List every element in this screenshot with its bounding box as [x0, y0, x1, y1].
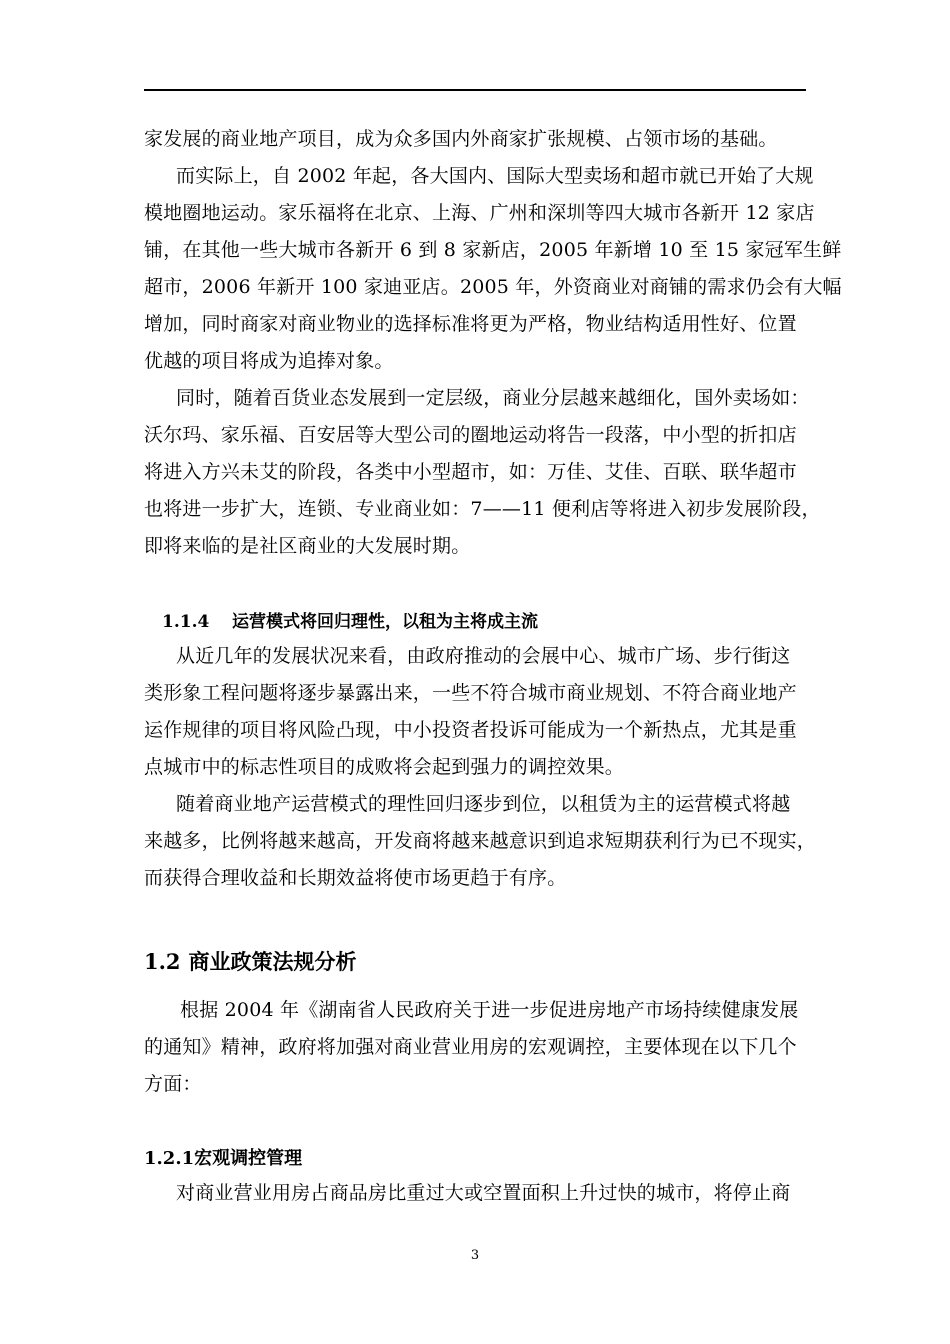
text-line: 将进入方兴未艾的阶段，各类中小型超市，如：万佳、艾佳、百联、联华超市 — [144, 461, 797, 483]
text-line: 优越的项目将成为追捧对象。 — [144, 350, 394, 372]
section-heading-1-1-4 — [162, 607, 538, 632]
text-line: 从近几年的发展状况来看，由政府推动的会展中心、城市广场、步行街这 — [176, 645, 791, 667]
section-title: 宏观调控管理 — [194, 1148, 303, 1169]
section-title: 运营模式将回归理性，以租为主将成主流 — [232, 612, 538, 632]
text-line: 对商业营业用房占商品房比重过大或空置面积上升过快的城市，将停止商 — [176, 1182, 791, 1204]
text-line: 即将来临的是社区商业的大发展时期。 — [144, 535, 471, 557]
text-line: 增加，同时商家对商业物业的选择标准将更为严格，物业结构适用性好、位置 — [144, 313, 797, 335]
header-rule — [144, 89, 806, 91]
section-number: 1.1.4 — [162, 612, 210, 632]
section-number: 1.2.1 — [144, 1148, 195, 1169]
text-line: 而实际上，自 2002 年起，各大国内、国际大型卖场和超市就已开始了大规 — [176, 165, 814, 187]
text-line: 也将进一步扩大，连锁、专业商业如：7——11 便利店等将进入初步发展阶段， — [144, 498, 821, 520]
section-title: 商业政策法规分析 — [188, 949, 357, 974]
text-line: 沃尔玛、家乐福、百安居等大型公司的圈地运动将告一段落，中小型的折扣店 — [144, 424, 797, 446]
text-line: 模地圈地运动。家乐福将在北京、上海、广州和深圳等四大城市各新开 12 家店 — [144, 202, 815, 224]
text-line: 根据 2004 年《湖南省人民政府关于进一步促进房地产市场持续健康发展 — [180, 999, 799, 1021]
text-line: 来越多，比例将越来越高，开发商将越来越意识到追求短期获利行为已不现实， — [144, 830, 817, 852]
section-heading-1-2 — [144, 946, 357, 976]
text-line: 随着商业地产运营模式的理性回归逐步到位，以租赁为主的运营模式将越 — [176, 793, 791, 815]
page-number: 3 — [470, 1248, 480, 1263]
section-number: 1.2 — [144, 949, 181, 974]
text-line: 的通知》精神，政府将加强对商业营业用房的宏观调控，主要体现在以下几个 — [144, 1036, 797, 1058]
text-line: 方面： — [144, 1073, 202, 1095]
text-line: 家发展的商业地产项目，成为众多国内外商家扩张规模、占领市场的基础。 — [144, 128, 778, 150]
text-line: 超市，2006 年新开 100 家迪亚店。2005 年，外资商业对商铺的需求仍会有大幅 — [144, 276, 842, 298]
text-line: 而获得合理收益和长期效益将使市场更趋于有序。 — [144, 867, 567, 889]
text-line: 类形象工程问题将逐步暴露出来，一些不符合城市商业规划、不符合商业地产 — [144, 682, 797, 704]
text-line: 同时，随着百货业态发展到一定层级，商业分层越来越细化，国外卖场如： — [176, 387, 810, 409]
section-heading-1-2-1 — [144, 1144, 302, 1170]
text-line: 铺，在其他一些大城市各新开 6 到 8 家新店，2005 年新增 10 至 15 家冠军生鲜 — [144, 239, 842, 261]
text-line: 点城市中的标志性项目的成败将会起到强力的调控效果。 — [144, 756, 625, 778]
text-line: 运作规律的项目将风险凸现，中小投资者投诉可能成为一个新热点，尤其是重 — [144, 719, 797, 741]
